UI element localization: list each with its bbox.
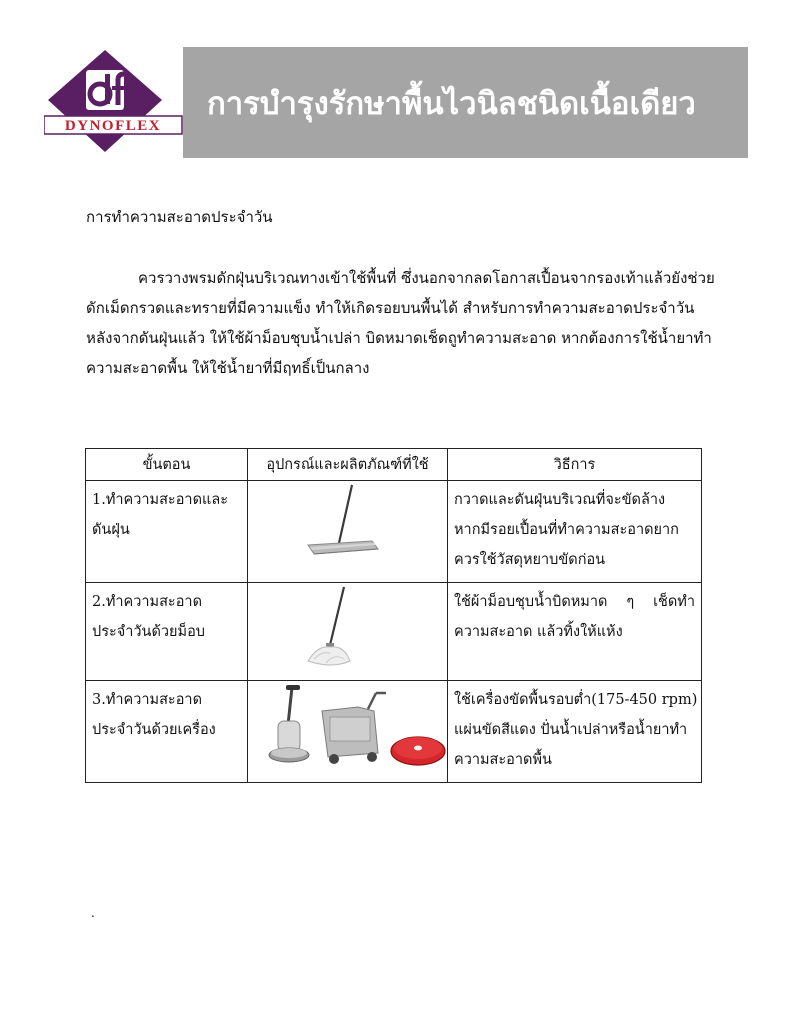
section-heading: การทำความสะอาดประจำวัน	[86, 208, 273, 226]
intro-line: ความสะอาดพื้น ให้ใช้น้ำยาที่มีฤทธิ์เป็นกลาง	[86, 359, 370, 377]
title-banner	[183, 47, 748, 158]
header-equipment: อุปกรณ์และผลิตภัณฑ์ที่ใช้	[248, 449, 448, 481]
method-text: หากมีรอยเปื้อนที่ทำความสะอาดยาก	[454, 522, 679, 538]
flat-dust-mop-icon	[248, 481, 448, 571]
method-text: ใช้ผ้าม็อบชุบน้ำบิดหมาด ๆ เช็ดทำ	[454, 594, 695, 610]
step-text: 1.ทำความสะอาดและ	[92, 492, 229, 508]
floor-polisher-scrubber-pad-icon	[248, 681, 448, 771]
equipment-cell	[248, 681, 448, 783]
method-text: ความสะอาด แล้วทิ้งให้แห้ง	[454, 624, 623, 640]
step-text: ประจำวันด้วยเครื่อง	[92, 722, 216, 738]
cleaning-steps-table	[85, 448, 702, 783]
table-header-row	[86, 449, 702, 481]
table-row	[86, 681, 702, 783]
method-cell	[448, 481, 702, 583]
dynoflex-logo	[44, 48, 184, 154]
equipment-cell	[248, 481, 448, 583]
step-text: 2.ทำความสะอาด	[92, 594, 202, 610]
table-row	[86, 583, 702, 681]
method-text: แผ่นขัดสีแดง ปั่นน้ำเปล่าหรือน้ำยาทำ	[454, 722, 688, 738]
string-mop-icon	[248, 583, 448, 669]
method-text: ใช้เครื่องขัดพื้นรอบต่ำ(175-450 rpm)	[454, 692, 698, 708]
intro-line: ดักเม็ดกรวดและทรายที่มีความแข็ง ทำให้เกิดรอยบนพื้นได้ สำหรับการทำความสะอาดประจำวัน	[86, 299, 695, 317]
intro-line: ควรวางพรมดักฝุ่นบริเวณทางเข้าใช้พื้นที่ ซึ่งนอกจากลดโอกาสเปื้อนจากรองเท้าแล้วยังช่วย	[138, 269, 715, 287]
equipment-cell	[248, 583, 448, 681]
method-cell	[448, 583, 702, 681]
header-method: วิธีการ	[448, 449, 702, 481]
step-cell	[86, 583, 248, 681]
page-title: การบำรุงรักษาพื้นไวนิลชนิดเนื้อเดียว	[207, 85, 696, 122]
method-cell	[448, 681, 702, 783]
step-text: 3.ทำความสะอาด	[92, 692, 202, 708]
step-text: ดันฝุ่น	[92, 522, 130, 538]
header-step: ขั้นตอน	[86, 449, 248, 481]
method-text: ความสะอาดพื้น	[454, 752, 552, 768]
intro-line: หลังจากดันฝุ่นแล้ว ให้ใช้ผ้าม็อบชุบน้ำเปล่า บิดหมาดเช็ดถูทำความสะอาด หากต้องการใช้น้ำยาทำ	[86, 329, 712, 347]
method-text: กวาดและดันฝุ่นบริเวณที่จะขัดล้าง	[454, 492, 666, 508]
step-text: ประจำวันด้วยม็อบ	[92, 624, 205, 640]
method-text: ควรใช้วัสดุหยาบขัดก่อน	[454, 552, 606, 568]
intro-paragraph	[86, 263, 715, 383]
step-cell	[86, 681, 248, 783]
dynoflex-logo-icon	[44, 48, 184, 154]
table-row	[86, 481, 702, 583]
step-cell	[86, 481, 248, 583]
logo-wordmark: DYNOFLEX	[64, 118, 162, 134]
footer-mark: .	[91, 906, 95, 920]
